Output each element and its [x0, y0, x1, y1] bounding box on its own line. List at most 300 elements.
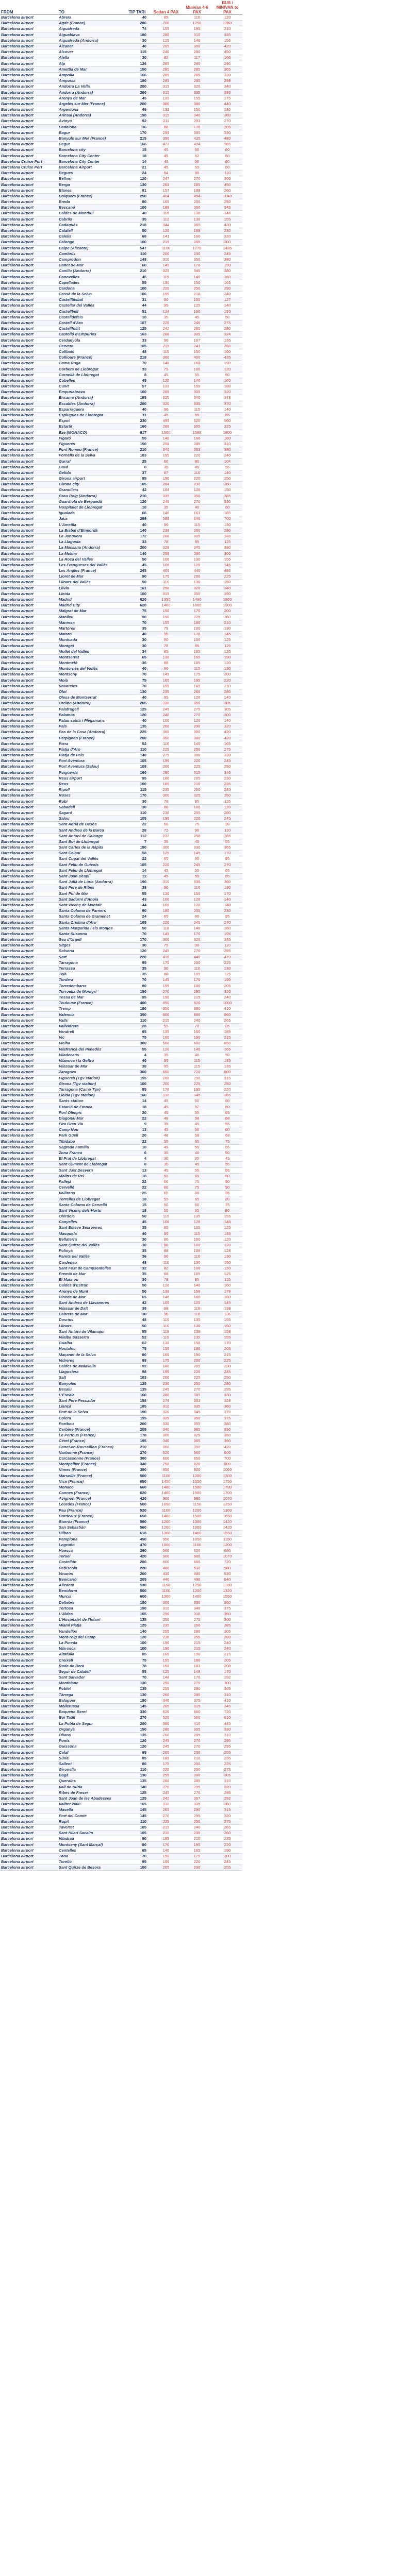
from-cell: Barcelona airport	[0, 775, 58, 781]
minivan-price-cell: 350	[182, 591, 212, 597]
minivan-price-cell: 128	[182, 1219, 212, 1225]
from-cell: Barcelona airport	[0, 355, 58, 361]
km-cell: 4	[124, 1156, 151, 1162]
minivan-price-cell: 95	[182, 643, 212, 649]
sedan-price-cell: 55	[151, 1173, 182, 1179]
sedan-price-cell: 157	[151, 188, 182, 193]
km-cell: 55	[124, 1669, 151, 1674]
bus-price-cell: 150	[212, 1260, 242, 1265]
minivan-price-cell: 170	[182, 263, 212, 268]
from-cell: Barcelona airport	[0, 303, 58, 309]
minivan-price-cell: 330	[182, 845, 212, 851]
from-cell: Barcelona airport	[0, 1058, 58, 1063]
table-row	[0, 1536, 242, 1542]
from-cell: Barcelona airport	[0, 15, 58, 21]
sedan-price-cell: 35	[151, 1122, 182, 1127]
to-cell: Montgat	[58, 643, 124, 649]
bus-price-cell: 330	[212, 753, 242, 758]
from-cell: Barcelona airport	[0, 608, 58, 614]
to-cell: Diagonal Mar	[58, 1115, 124, 1121]
header-sedan: Sedan 4 PAX	[151, 0, 182, 15]
minivan-price-cell: 240	[182, 1824, 212, 1830]
to-cell: Sitges	[58, 943, 124, 948]
minivan-price-cell: 220	[182, 476, 212, 482]
sedan-price-cell: 115	[151, 1334, 182, 1340]
minivan-price-cell: 50	[182, 159, 212, 164]
from-cell: Barcelona airport	[0, 459, 58, 464]
from-cell: Barcelona airport	[0, 1652, 58, 1657]
sedan-price-cell: 285	[151, 66, 182, 72]
bus-price-cell: 140	[212, 718, 242, 723]
from-cell: Barcelona airport	[0, 1283, 58, 1289]
table-row	[0, 1790, 242, 1795]
km-cell: 163	[124, 332, 151, 337]
sedan-price-cell: 1000	[151, 1542, 182, 1548]
table-row	[0, 989, 242, 994]
bus-price-cell: 104	[212, 459, 242, 464]
minivan-price-cell: 200	[182, 960, 212, 965]
from-cell: Barcelona airport	[0, 1369, 58, 1375]
to-cell: Andorra La Vella	[58, 84, 124, 90]
table-row	[0, 499, 242, 504]
bus-price-cell: 320	[212, 989, 242, 994]
bus-price-cell: 300	[212, 1617, 242, 1623]
bus-price-cell: 125	[212, 1225, 242, 1231]
table-row	[0, 891, 242, 896]
from-cell: Barcelona airport	[0, 1813, 58, 1819]
km-cell: 62	[124, 1341, 151, 1346]
bus-price-cell: 1750	[212, 1479, 242, 1484]
to-cell: Seu d'Urgell	[58, 937, 124, 943]
sedan-price-cell: 148	[151, 1675, 182, 1681]
table-row	[0, 113, 242, 118]
minivan-price-cell: 560	[182, 1450, 212, 1455]
bus-price-cell: 140	[212, 406, 242, 412]
km-cell: 15	[124, 1202, 151, 1208]
to-cell: Piera	[58, 741, 124, 747]
minivan-price-cell: 210	[182, 781, 212, 787]
table-row	[0, 1242, 242, 1248]
table-row	[0, 1842, 242, 1848]
bus-price-cell: 205	[212, 1657, 242, 1663]
minivan-price-cell: 200	[182, 1761, 212, 1767]
minivan-price-cell: 220	[182, 816, 212, 822]
bus-price-cell: 280	[212, 689, 242, 694]
minivan-price-cell: 318	[182, 1611, 212, 1617]
minivan-price-cell: 80	[182, 856, 212, 862]
from-cell: Barcelona airport	[0, 1462, 58, 1467]
sedan-price-cell: 650	[151, 1070, 182, 1075]
minivan-price-cell: 1500	[182, 1490, 212, 1496]
sedan-price-cell: 78	[151, 799, 182, 804]
to-cell: Zaragoza	[58, 1070, 124, 1075]
km-cell: 110	[124, 747, 151, 752]
bus-price-cell: 130	[212, 885, 242, 891]
bus-price-cell: 300	[212, 1681, 242, 1686]
bus-price-cell: 148	[212, 1219, 242, 1225]
minivan-price-cell: 350	[182, 1415, 212, 1421]
from-cell: Barcelona airport	[0, 441, 58, 447]
minivan-price-cell: 105	[182, 297, 212, 303]
km-cell: 190	[124, 113, 151, 118]
table-row	[0, 1611, 242, 1617]
sedan-price-cell: 1480	[151, 1484, 182, 1490]
minivan-price-cell: 440	[182, 954, 212, 960]
km-cell: 35	[124, 216, 151, 222]
to-cell: Lloret de Mar	[58, 574, 124, 580]
km-cell: 120	[124, 1744, 151, 1750]
from-cell: Barcelona airport	[0, 453, 58, 459]
table-row	[0, 257, 242, 262]
minivan-price-cell: 1400	[182, 1531, 212, 1536]
km-cell: 200	[124, 90, 151, 95]
km-cell: 200	[124, 101, 151, 107]
to-cell: Camprodon	[58, 257, 124, 262]
sedan-price-cell: 190	[151, 476, 182, 482]
table-row	[0, 753, 242, 758]
minivan-price-cell: 293	[182, 118, 212, 124]
from-cell: Barcelona airport	[0, 580, 58, 585]
to-cell: Port del Comte	[58, 1813, 124, 1819]
sedan-price-cell: 55	[151, 1208, 182, 1213]
from-cell: Barcelona airport	[0, 660, 58, 666]
km-cell: 126	[124, 61, 151, 66]
minivan-price-cell: 95	[182, 799, 212, 804]
to-cell: Perpignan (France)	[58, 735, 124, 741]
from-cell: Barcelona airport	[0, 522, 58, 528]
minivan-price-cell: 335	[182, 1404, 212, 1410]
km-cell: 48	[124, 349, 151, 354]
km-cell: 135	[124, 724, 151, 730]
minivan-price-cell: 650	[182, 1455, 212, 1461]
sedan-price-cell: 232	[151, 833, 182, 839]
table-row	[0, 660, 242, 666]
bus-price-cell: 330	[212, 130, 242, 135]
table-row	[0, 1294, 242, 1300]
bus-price-cell: 235	[212, 1755, 242, 1761]
bus-price-cell: 380	[212, 447, 242, 453]
from-cell: Barcelona airport	[0, 948, 58, 954]
to-cell: Bilbao	[58, 1531, 124, 1536]
km-cell: 40	[124, 695, 151, 701]
minivan-price-cell: 55	[182, 868, 212, 873]
sedan-price-cell: 175	[151, 1358, 182, 1363]
to-cell: Amettla de Mar	[58, 66, 124, 72]
from-cell: Barcelona airport	[0, 1767, 58, 1773]
minivan-price-cell: 180	[182, 1657, 212, 1663]
table-row	[0, 176, 242, 182]
km-cell: 560	[124, 1525, 151, 1531]
to-cell: Fira Gran Via	[58, 1122, 124, 1127]
table-row	[0, 1122, 242, 1127]
to-cell: Canet-en-Roussillon (France)	[58, 1444, 124, 1450]
minivan-price-cell: 50	[182, 1127, 212, 1133]
table-row	[0, 1358, 242, 1363]
km-cell: 300	[124, 1041, 151, 1046]
minivan-price-cell: 100	[182, 1236, 212, 1242]
from-cell: Barcelona airport	[0, 885, 58, 891]
bus-price-cell: 60	[212, 314, 242, 320]
to-cell: Empuriabrava	[58, 389, 124, 395]
from-cell: Barcelona airport	[0, 735, 58, 741]
sedan-price-cell: 278	[151, 1398, 182, 1404]
sedan-price-cell: 211	[151, 118, 182, 124]
km-cell: 200	[124, 1571, 151, 1577]
sedan-price-cell: 195	[151, 758, 182, 764]
table-row	[0, 1150, 242, 1156]
bus-price-cell: 150	[212, 1323, 242, 1329]
km-cell: 22	[124, 1115, 151, 1121]
minivan-price-cell: 340	[182, 395, 212, 401]
table-row	[0, 1640, 242, 1646]
sedan-price-cell: 800	[151, 1012, 182, 1018]
bus-price-cell: 365	[212, 845, 242, 851]
to-cell: Canovelles	[58, 274, 124, 280]
minivan-price-cell: 225	[182, 764, 212, 770]
sedan-price-cell: 270	[151, 1813, 182, 1819]
sedan-price-cell: 45	[151, 1110, 182, 1115]
table-row	[0, 833, 242, 839]
from-cell: Barcelona airport	[0, 349, 58, 354]
to-cell: Madrid	[58, 597, 124, 602]
to-cell: Grau Roig (Andorra)	[58, 493, 124, 499]
to-cell: Viladecans	[58, 1052, 124, 1058]
bus-price-cell: 420	[212, 43, 242, 49]
bus-price-cell: 60	[212, 1104, 242, 1110]
sedan-price-cell: 140	[151, 1294, 182, 1300]
km-cell: 220	[124, 1565, 151, 1571]
table-row	[0, 1075, 242, 1081]
km-cell: 50	[124, 228, 151, 233]
sedan-price-cell: 520	[151, 1450, 182, 1455]
bus-price-cell: 190	[212, 263, 242, 268]
minivan-price-cell: 200	[182, 574, 212, 580]
to-cell: Moià	[58, 677, 124, 683]
km-cell: 299	[124, 516, 151, 522]
minivan-price-cell: 245	[182, 920, 212, 925]
minivan-price-cell: 1250	[182, 1583, 212, 1588]
to-cell: Cambrils	[58, 251, 124, 257]
km-cell: 50	[124, 1323, 151, 1329]
minivan-price-cell: 258	[182, 833, 212, 839]
to-cell: Centelles	[58, 1848, 124, 1853]
table-row	[0, 735, 242, 741]
to-cell: Marseille (France)	[58, 1473, 124, 1479]
from-cell: Barcelona airport	[0, 1023, 58, 1029]
km-cell: 55	[124, 1329, 151, 1334]
table-row	[0, 1415, 242, 1421]
km-cell: 218	[124, 222, 151, 228]
to-cell: Corbera de Llobregat	[58, 366, 124, 372]
table-row	[0, 372, 242, 378]
from-cell: Barcelona airport	[0, 499, 58, 504]
minivan-price-cell: 165	[182, 654, 212, 660]
km-cell: 55	[124, 435, 151, 441]
km-cell: 200	[124, 84, 151, 90]
to-cell: Arenys de Mar	[58, 95, 124, 101]
minivan-price-cell: 305	[182, 1392, 212, 1398]
km-cell: 160	[124, 770, 151, 775]
minivan-price-cell: 75	[182, 1185, 212, 1191]
km-cell: 40	[124, 718, 151, 723]
km-cell: 218	[124, 355, 151, 361]
minivan-price-cell: 380	[182, 101, 212, 107]
minivan-price-cell: 375	[182, 1698, 212, 1703]
from-cell: Barcelona airport	[0, 464, 58, 470]
sedan-price-cell: 404	[151, 193, 182, 199]
km-cell: 52	[124, 1334, 151, 1340]
to-cell: Gelida	[58, 470, 124, 476]
to-cell: Sant Hilari Sacalm	[58, 1831, 124, 1836]
to-cell: Garraf	[58, 459, 124, 464]
km-cell: 36	[124, 124, 151, 130]
km-cell: 150	[124, 66, 151, 72]
bus-price-cell: 130	[212, 625, 242, 631]
to-cell: San Sebastián	[58, 1525, 124, 1531]
from-cell: Barcelona airport	[0, 1231, 58, 1236]
km-cell: 18	[124, 1173, 151, 1179]
bus-price-cell: 1420	[212, 1519, 242, 1524]
from-cell: Barcelona airport	[0, 1070, 58, 1075]
to-cell: Fornells de la Selva	[58, 453, 124, 459]
to-cell: Andorra (Andorra)	[58, 90, 124, 95]
bus-price-cell: 145	[212, 562, 242, 568]
to-cell: Cadaqués	[58, 222, 124, 228]
from-cell: Barcelona airport	[0, 701, 58, 706]
from-cell: Barcelona airport	[0, 1507, 58, 1513]
to-cell: Montmeló	[58, 660, 124, 666]
to-cell: Vilassar de Dalt	[58, 1306, 124, 1312]
table-row	[0, 637, 242, 643]
table-row	[0, 977, 242, 983]
km-cell: 40	[124, 632, 151, 637]
header-minivan: Minivan 4-6 PAX	[182, 0, 212, 15]
minivan-price-cell: 58	[182, 1115, 212, 1121]
bus-price-cell: 380	[212, 268, 242, 274]
km-cell: 38	[124, 885, 151, 891]
sedan-price-cell: 850	[151, 1001, 182, 1006]
minivan-price-cell: 320	[182, 585, 212, 591]
km-cell: 160	[124, 1093, 151, 1098]
km-cell: 20	[124, 1110, 151, 1115]
bus-price-cell: 1780	[212, 1484, 242, 1490]
sedan-price-cell: 80	[151, 804, 182, 810]
table-row	[0, 1709, 242, 1715]
sedan-price-cell: 120	[151, 1046, 182, 1052]
table-row	[0, 401, 242, 406]
km-cell: 88	[124, 1358, 151, 1363]
to-cell: Arenys de Munt	[58, 1289, 124, 1294]
minivan-price-cell: 175	[182, 608, 212, 614]
table-row	[0, 1479, 242, 1484]
km-cell: 140	[124, 1784, 151, 1790]
table-row	[0, 1162, 242, 1167]
from-cell: Barcelona airport	[0, 176, 58, 182]
minivan-price-cell: 140	[182, 1283, 212, 1289]
table-row	[0, 1467, 242, 1473]
sedan-price-cell: 75	[151, 366, 182, 372]
to-cell: Cubelles	[58, 378, 124, 383]
minivan-price-cell: 140	[182, 378, 212, 383]
table-row	[0, 1035, 242, 1041]
km-cell: 107	[124, 320, 151, 326]
to-cell: Palafrugell	[58, 706, 124, 712]
sedan-price-cell: 285	[151, 78, 182, 84]
km-cell: 610	[124, 1531, 151, 1536]
to-cell: Valls	[58, 1018, 124, 1023]
km-cell: 70	[124, 683, 151, 689]
bus-price-cell: 135	[212, 337, 242, 343]
bus-price-cell: 160	[212, 274, 242, 280]
bus-price-cell: 65	[212, 1167, 242, 1173]
sedan-price-cell: 295	[151, 130, 182, 135]
from-cell: Barcelona airport	[0, 1438, 58, 1444]
bus-price-cell: 1300	[212, 1473, 242, 1479]
sedan-price-cell: 95	[151, 632, 182, 637]
km-cell: 105	[124, 482, 151, 487]
to-cell: Tortosa	[58, 1605, 124, 1611]
minivan-price-cell: 1580	[182, 1484, 212, 1490]
sedan-price-cell: 45	[151, 1098, 182, 1104]
minivan-price-cell: 130	[182, 556, 212, 562]
to-cell: Sant Vicenç dels Horts	[58, 1208, 124, 1213]
minivan-price-cell: 1100	[182, 1542, 212, 1548]
table-row	[0, 528, 242, 533]
table-row	[0, 268, 242, 274]
sedan-price-cell: 850	[151, 1467, 182, 1473]
from-cell: Barcelona airport	[0, 839, 58, 844]
minivan-price-cell: 65	[182, 1208, 212, 1213]
bus-price-cell: 300	[212, 712, 242, 718]
from-cell: Barcelona airport	[0, 902, 58, 908]
minivan-price-cell: 100	[182, 637, 212, 643]
minivan-price-cell: 183	[182, 1663, 212, 1669]
bus-price-cell: 245	[212, 1369, 242, 1375]
bus-price-cell: 270	[212, 862, 242, 868]
table-row	[0, 216, 242, 222]
km-cell: 48	[124, 1260, 151, 1265]
minivan-price-cell: 95	[182, 539, 212, 545]
from-cell: Barcelona airport	[0, 1560, 58, 1565]
minivan-price-cell: 270	[182, 712, 212, 718]
minivan-price-cell: 270	[182, 1738, 212, 1744]
from-cell: Barcelona airport	[0, 873, 58, 879]
sedan-price-cell: 270	[151, 989, 182, 994]
km-cell: 100	[124, 285, 151, 291]
bus-price-cell: 60	[212, 1127, 242, 1133]
sedan-price-cell: 45	[151, 1144, 182, 1150]
sedan-price-cell: 335	[151, 493, 182, 499]
km-cell: 74	[124, 26, 151, 32]
km-cell: 30	[124, 1236, 151, 1242]
to-cell: Sant Feliu de Guíxols	[58, 862, 124, 868]
table-row	[0, 539, 242, 545]
sedan-price-cell: 275	[151, 753, 182, 758]
km-cell: 90	[124, 574, 151, 580]
from-cell: Barcelona airport	[0, 764, 58, 770]
to-cell: Santa Susanna	[58, 931, 124, 937]
minivan-price-cell: 45	[182, 314, 212, 320]
to-cell: Cannes (France)	[58, 1490, 124, 1496]
to-cell: Lleida	[58, 591, 124, 597]
table-row	[0, 459, 242, 464]
table-row	[0, 1548, 242, 1553]
table-row	[0, 1438, 242, 1444]
sedan-price-cell: 1450	[151, 1479, 182, 1484]
bus-price-cell: 200	[212, 1853, 242, 1859]
sedan-price-cell: 310	[151, 1404, 182, 1410]
minivan-price-cell: 600	[182, 1041, 212, 1046]
